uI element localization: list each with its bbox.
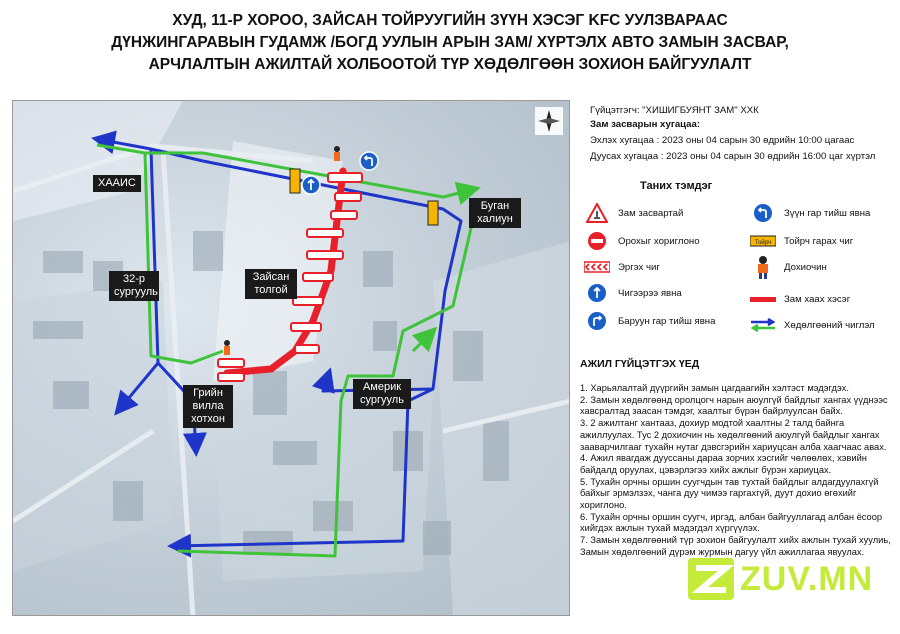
- legend-item-left-turn: Зүүн гар тийш явна: [750, 202, 870, 224]
- right-turn-sign-icon: [584, 310, 610, 332]
- works-item: 6. Тухайн орчны оршин суугч, иргэд, албан байгууллагад албан ёсоор хийгдэх ажлын тухай мэдэгдэл хүргүүлэх.: [580, 511, 883, 534]
- left-turn-sign-icon: [750, 202, 776, 224]
- works-item: 3. 2 ажилтанг хантааз, дохиур модтой хаалтны 2 талд байнга ажиллуулах. Тус 2 дохиочин нь хөдөлгөөний аюулгүй байдлыг хангах зааварчилгааг тухайн нутаг дэвсгэрийн хариуцсан алба хаагчаас авах.: [580, 418, 887, 452]
- title-line-3: АРЧЛАЛТЫН АЖИЛТАЙ ХОЛБООТОЙ ТҮР ХӨДӨЛГӨӨН ЗОХИОН БАЙГУУЛАЛТ: [148, 56, 752, 73]
- legend-item-roadworks: Зам засвартай: [584, 202, 683, 224]
- roadworks-sign-icon: [584, 202, 610, 224]
- map-sign-left-turn: [360, 152, 378, 170]
- traffic-direction-arrows-icon: [750, 314, 776, 336]
- watermark: [688, 556, 896, 602]
- works-list: [580, 383, 892, 559]
- label-bugan-haliun: Буган халиун: [469, 198, 521, 228]
- straight-arrow-sign-icon: [584, 282, 610, 304]
- flagman-icon: [750, 256, 776, 278]
- deadline-heading: Зам засварын хугацаа:: [590, 119, 701, 130]
- compass-icon: [535, 107, 563, 135]
- legend-item-closed: Зам хаах хэсэг: [750, 288, 850, 310]
- works-item: 4. Ажил явагдаж дууссаны дараа зорчих хэсгийг чөлөөлөх, хэвийн байдалд оруулах, цэвэрлэгээ хийх ажлыг бүрэн хариуцах.: [580, 453, 867, 475]
- legend-item-no-entry: Орохыг хориглоно: [584, 230, 700, 252]
- map-flagman-top: [334, 146, 340, 161]
- works-item: 2. Замын хөдөлгөөнд оролцогч нарын аюулгүй байдлыг хангах үүднээс хавсралтад заасан тэмдэг, хаалтыг бүрэн байрлуулсан байх.: [580, 394, 888, 417]
- works-item: 7. Замын хөдөлгөөний түр зохион байгуулалт хийх ажлын тухай хуулиь, Замын хөдөлгөөний дүрэм журмын дагуу үйл ажиллагаа явуулах.: [580, 535, 891, 557]
- works-item: 5. Тухайн орчны оршин суугчдын тав тухтай байдлыг алдагдуулахгүй байхыг эрмэлзэх, чанга дуу чимээ гаргахгүй, дуут дохио өгөхийг хориглоно.: [580, 476, 879, 511]
- svg-text:Тойрч: Тойрч: [754, 240, 772, 246]
- traffic-map[interactable]: [12, 100, 570, 616]
- start-time: Эхлэх хугацаа : 2023 оны 04 сарын 30 өдрийн 10:00 цагаас: [590, 135, 855, 146]
- title-line-1: ХУД, 11-Р ХОРОО, ЗАЙСАН ТОЙРУУГИЙН ЗҮҮН ХЭСЭГ KFC УУЛЗВАРААС: [172, 12, 728, 29]
- label-school-32: 32-р сургууль: [109, 271, 159, 301]
- title-line-2: ДҮНЖИНГАРАВЫН ГУДАМЖ /БОГД УУЛЫН АРЫН ЗАМ/ ХҮРТЭЛХ АВТО ЗАМЫН ЗАСВАР,: [111, 34, 789, 51]
- no-entry-sign-icon: [584, 230, 610, 252]
- map-sign-detour-right: [428, 201, 438, 225]
- label-zaisan-tolgoi: Зайсан толгой: [245, 269, 297, 299]
- zuv-logo-icon: [688, 558, 734, 600]
- works-item: 1. Харьялалтай дүүргийн замын цагдаагийн хэлтэст мэдэгдэх.: [580, 383, 849, 393]
- legend-item-flagman: Дохиочин: [750, 256, 827, 278]
- legend-item-chevron: Эргэх чиг: [584, 256, 660, 278]
- label-green-villa: Грийн вилла хотхон: [183, 385, 233, 428]
- closed-road-line-icon: [750, 288, 776, 310]
- detour-sign-icon: [750, 230, 776, 252]
- legend-item-right-turn: Баруун гар тийш явна: [584, 310, 715, 332]
- page-title: [0, 10, 900, 76]
- works-title: АЖИЛ ГҮЙЦЭТГЭХ ҮЕД: [580, 358, 700, 370]
- map-sign-straight: [302, 176, 320, 194]
- legend-item-straight: Чигээрээ явна: [584, 282, 682, 304]
- label-amerik-school: Америк сургууль: [353, 379, 411, 409]
- legend-item-detour: Тойрч Тойрч гарах чиг: [750, 230, 853, 252]
- contractor-text: Гүйцэтгэгч: "ХИШИГБУЯНТ ЗАМ" ХХК: [590, 105, 759, 116]
- legend-item-direction: Хөдөлгөөний чиглэл: [750, 314, 875, 336]
- watermark-text: ZUV.MN: [740, 559, 874, 598]
- end-time: Дуусах хугацаа : 2023 оны 04 сарын 30 өдрийн 16:00 цаг хүртэл: [590, 151, 876, 162]
- map-sign-detour-left: [290, 169, 300, 193]
- map-flagman-bottom: [224, 340, 230, 355]
- legend-title: Таних тэмдэг: [640, 180, 713, 192]
- chevron-barrier-icon: [584, 256, 610, 278]
- label-haais: ХААИС: [93, 175, 141, 192]
